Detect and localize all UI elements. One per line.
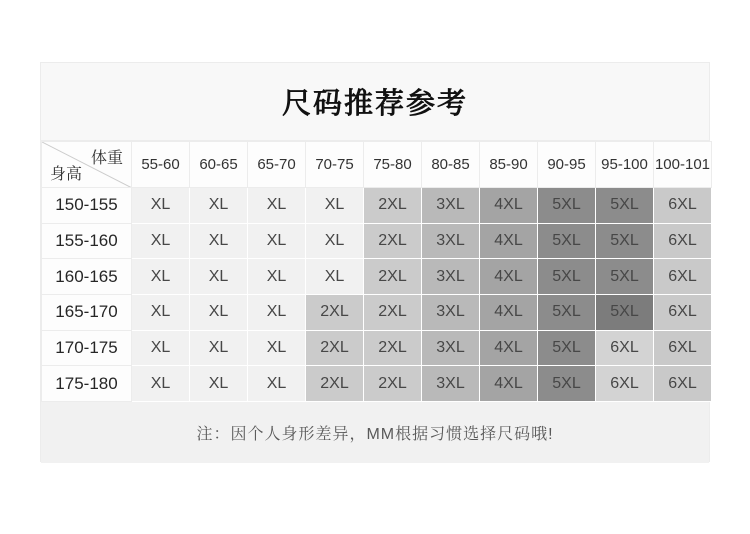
size-cell: 3XL: [422, 188, 480, 224]
table-row: [42, 188, 712, 224]
size-cell: XL: [190, 330, 248, 366]
height-row-header: 175-180: [42, 366, 132, 402]
table-row: [42, 259, 712, 295]
size-cell: XL: [248, 223, 306, 259]
size-cell: 6XL: [596, 330, 654, 366]
page-title: 尺码推荐参考: [281, 88, 468, 120]
weight-column-header: 85-90: [480, 142, 538, 188]
weight-column-header: 95-100: [596, 142, 654, 188]
size-cell: XL: [306, 259, 364, 295]
size-cell: 4XL: [480, 295, 538, 331]
size-cell: 2XL: [364, 223, 422, 259]
weight-column-header: 55-60: [132, 142, 190, 188]
weight-column-header: 75-80: [364, 142, 422, 188]
table-header-row: [42, 142, 712, 188]
size-cell: 2XL: [364, 366, 422, 402]
weight-column-header: 65-70: [248, 142, 306, 188]
size-cell: XL: [248, 295, 306, 331]
size-cell: 5XL: [538, 223, 596, 259]
size-cell: 4XL: [480, 259, 538, 295]
size-cell: XL: [248, 330, 306, 366]
table-row: [42, 330, 712, 366]
note-text: 注：因个人身形差异，MM根据习惯选择尺码哦!: [196, 426, 554, 444]
size-cell: 5XL: [596, 295, 654, 331]
size-cell: 5XL: [538, 295, 596, 331]
size-cell: 3XL: [422, 366, 480, 402]
table-row: [42, 295, 712, 331]
note-band: [41, 402, 709, 463]
size-cell: 5XL: [538, 259, 596, 295]
size-cell: 2XL: [364, 295, 422, 331]
size-cell: 6XL: [654, 366, 712, 402]
weight-label: 体重: [90, 150, 123, 167]
size-cell: XL: [132, 223, 190, 259]
size-cell: 6XL: [654, 188, 712, 224]
size-cell: 4XL: [480, 366, 538, 402]
height-label: 身高: [50, 166, 83, 183]
size-cell: XL: [132, 330, 190, 366]
size-cell: XL: [132, 188, 190, 224]
size-cell: 6XL: [654, 295, 712, 331]
size-cell: XL: [132, 366, 190, 402]
size-cell: 3XL: [422, 330, 480, 366]
height-row-header: 160-165: [42, 259, 132, 295]
size-cell: 2XL: [364, 188, 422, 224]
size-cell: 5XL: [596, 223, 654, 259]
size-cell: XL: [306, 223, 364, 259]
size-cell: XL: [190, 295, 248, 331]
size-cell: XL: [190, 366, 248, 402]
weight-column-header: 80-85: [422, 142, 480, 188]
size-cell: XL: [132, 295, 190, 331]
size-cell: 2XL: [306, 366, 364, 402]
corner-cell: [42, 142, 132, 188]
size-cell: 2XL: [306, 295, 364, 331]
height-row-header: 155-160: [42, 223, 132, 259]
size-cell: 5XL: [596, 188, 654, 224]
size-cell: 4XL: [480, 330, 538, 366]
size-cell: XL: [190, 259, 248, 295]
size-chart-panel: [40, 62, 710, 462]
size-cell: XL: [132, 259, 190, 295]
table-row: [42, 366, 712, 402]
size-cell: 2XL: [364, 330, 422, 366]
title-band: [41, 63, 709, 141]
size-cell: 5XL: [596, 259, 654, 295]
size-cell: 3XL: [422, 223, 480, 259]
size-cell: 5XL: [538, 330, 596, 366]
size-cell: 4XL: [480, 223, 538, 259]
size-cell: 2XL: [306, 330, 364, 366]
size-cell: 3XL: [422, 259, 480, 295]
height-row-header: 170-175: [42, 330, 132, 366]
size-cell: 2XL: [364, 259, 422, 295]
height-row-header: 150-155: [42, 188, 132, 224]
table-row: [42, 223, 712, 259]
size-cell: 6XL: [654, 330, 712, 366]
size-cell: XL: [248, 366, 306, 402]
size-cell: XL: [306, 188, 364, 224]
size-cell: 6XL: [596, 366, 654, 402]
size-cell: 5XL: [538, 366, 596, 402]
size-cell: 6XL: [654, 259, 712, 295]
size-cell: XL: [190, 188, 248, 224]
size-table: [41, 141, 712, 402]
weight-column-header: 70-75: [306, 142, 364, 188]
weight-column-header: 100-101: [654, 142, 712, 188]
size-cell: 5XL: [538, 188, 596, 224]
size-cell: 4XL: [480, 188, 538, 224]
size-cell: XL: [248, 259, 306, 295]
size-cell: 3XL: [422, 295, 480, 331]
size-cell: XL: [190, 223, 248, 259]
size-cell: XL: [248, 188, 306, 224]
weight-column-header: 90-95: [538, 142, 596, 188]
height-row-header: 165-170: [42, 295, 132, 331]
weight-column-header: 60-65: [190, 142, 248, 188]
size-cell: 6XL: [654, 223, 712, 259]
